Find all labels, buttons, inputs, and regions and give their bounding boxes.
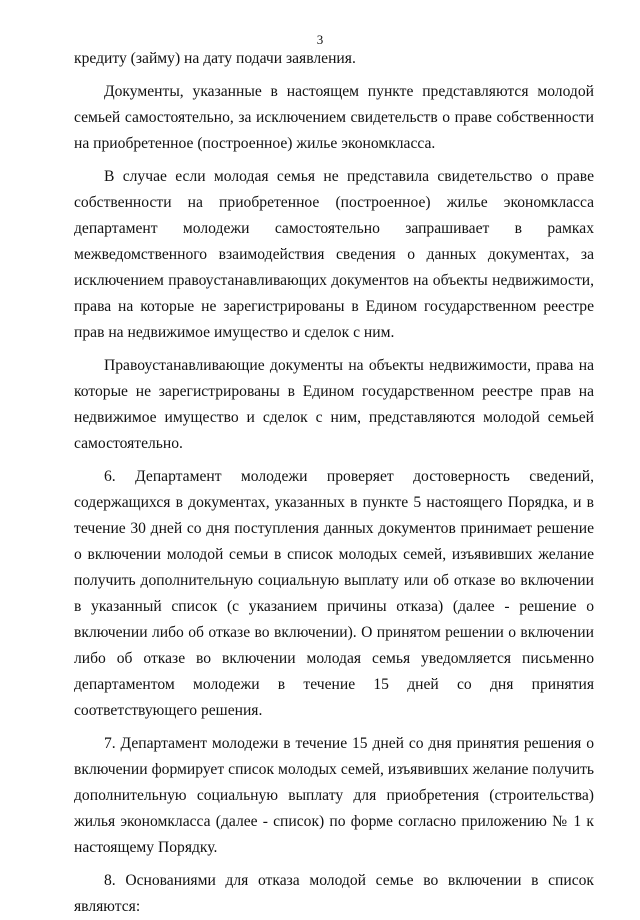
paragraph-documents-submission: Документы, указанные в настоящем пункте представляются молодой семьей самостоятельно, за исключением свидетельств о праве собственности на приобретенное (построенное) жилье экономкласса. (74, 83, 594, 152)
paragraph-certificate-request: В случае если молодая семья не представила свидетельство о праве собственности на приобретенное (построенное) жилье экономкласса департамент молодежи самостоятельно запрашивает в рамках межведомственного взаимодействия сведения о данных документах, за исключением правоустанавливающих документов на объекты недвижимости, права на которые не зарегистрированы в Едином государственном реестре прав на недвижимое имущество и сделок с ним. (74, 168, 594, 341)
page-number: 3 (316, 32, 324, 47)
paragraph-continuation: кредиту (займу) на дату подачи заявления. (74, 50, 356, 67)
paragraph-item-8: 8. Основаниями для отказа молодой семье во включении в список являются: (74, 872, 594, 915)
paragraph-title-documents: Правоустанавливающие документы на объекты недвижимости, права на которые не зарегистрированы в Едином государственном реестре прав на недвижимое имущество и сделок с ним, представляются молодой семьей самостоятельно. (74, 357, 594, 452)
paragraph-item-6: 6. Департамент молодежи проверяет достоверность сведений, содержащихся в документах, указанных в пункте 5 настоящего Порядка, и в течение 30 дней со дня поступления данных документов принимает решение о включении молодой семьи в список молодых семей, изъявивших желание получить дополнительную социальную выплату или об отказе во включении в указанный список (с указанием причины отказа) (далее - решение о включении либо об отказе во включении). О принятом решении о включении либо об отказе во включении молодая семья уведомляется письменно департаментом молодежи в течение 15 дней со дня принятия соответствующего решения. (74, 468, 594, 719)
document-body (74, 46, 594, 920)
paragraph-item-7: 7. Департамент молодежи в течение 15 дней со дня принятия решения о включении формирует список молодых семей, изъявивших желание получить дополнительную социальную выплату для приобретения (строительства) жилья экономкласса (далее - список) по форме согласно приложению № 1 к настоящему Порядку. (74, 735, 594, 856)
